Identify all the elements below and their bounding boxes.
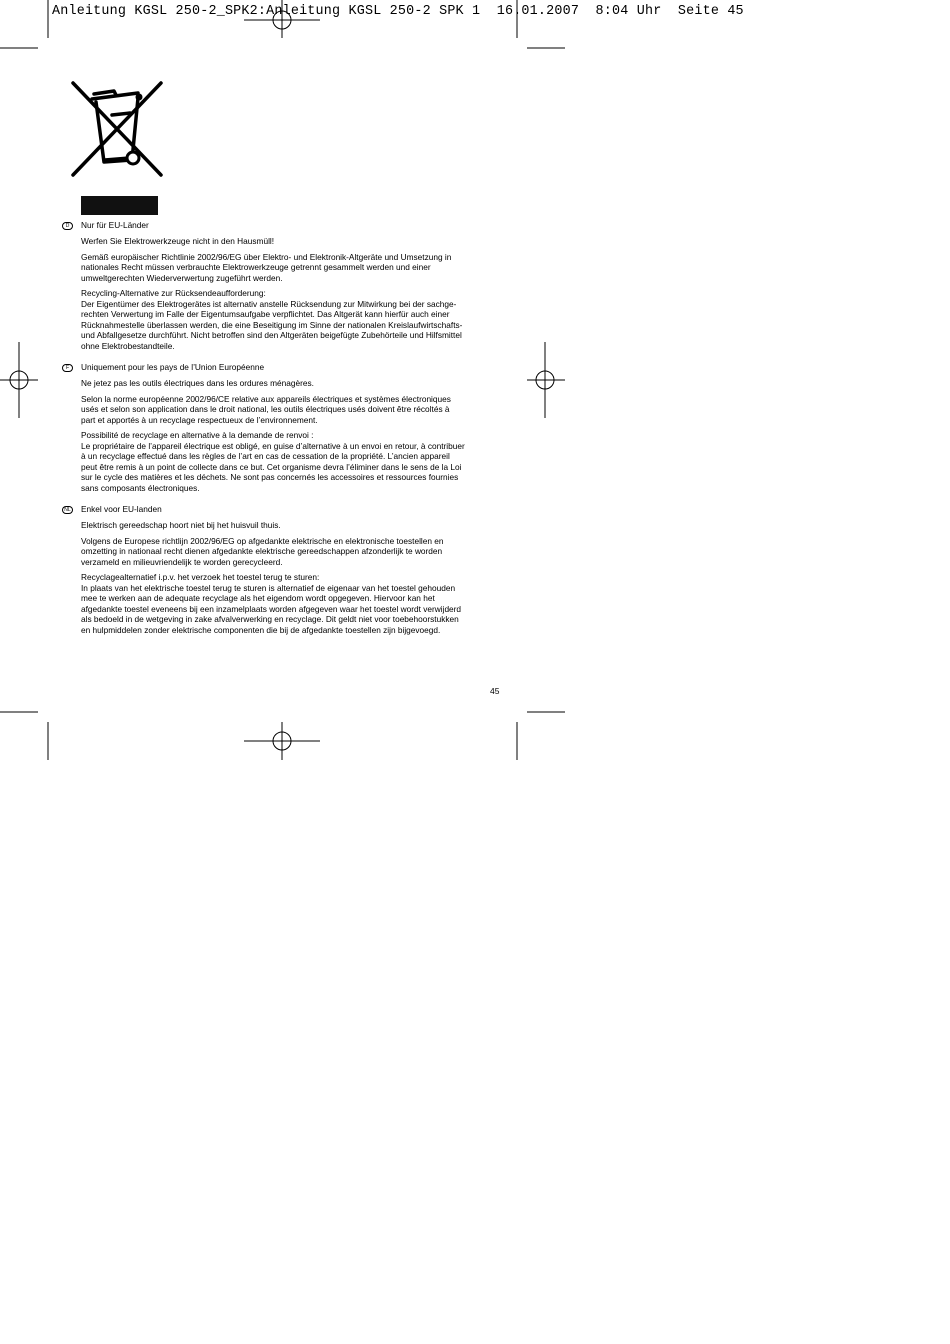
paragraph: Volgens de Europese richtlijn 2002/96/EG op afgedankte elektrische en elektronische toestellen en omzetting in nationaal recht dienen afgedankte elektrische gereedschappen afzonderlijk te worden verzameld en milieuvriendelijk te worden gerecycleerd. — [81, 535, 444, 567]
section-fr — [62, 362, 502, 498]
section-heading: Nur für EU-Länder — [81, 220, 149, 230]
country-flag-icon: F — [62, 364, 73, 372]
paragraph: Selon la norme européenne 2002/96/CE relative aux appareils électriques et systèmes électroniques usés et selon son application dans le droit national, les outils électriques usés doivent être récoltés à part et apportés à un recyclage respectueux de l’environnement. — [81, 393, 451, 425]
section-heading: Enkel voor EU-landen — [81, 504, 162, 514]
crossed-out-wheelie-bin-icon — [70, 80, 164, 178]
paragraph: Elektrisch gereedschap hoort niet bij het huisvuil thuis. — [81, 520, 281, 530]
country-flag-icon: D — [62, 222, 73, 230]
paragraph: Possibilité de recyclage en alternative à la demande de renvoi : Le propriétaire de l’appareil électrique est obligé, en guise d’alternative à un envoi en retour, à contribuer à un recyclage effectué dans les règles de l’art en cas de cessation de la propriété. L’ancien appareil peut être remis à un point de collecte dans ce but. Cet organisme devra l’éliminer dans le sens de la Loi sur le cycle des matières et les déchets. Ne sont pas concernés les accessoires et ressources fournies sans composants électroniques. — [81, 430, 465, 493]
print-slug-line: Anleitung KGSL 250-2_SPK2:Anleitung KGSL 250-2 SPK 1 16.01.2007 8:04 Uhr Seite 45 — [52, 4, 744, 19]
page-number: 45 — [490, 686, 500, 696]
paragraph: Recyclagealternatief i.p.v. het verzoek het toestel terug te sturen: In plaats van het elektrische toestel terug te sturen is alternatief de eigenaar van het toestel gehouden mee te werken aan de adequate recyclage als het eigendom wordt opgegeven. Hiervoor kan het afgedankte toestel eveneens bij een inzamelplaats worden afgegeven waar het toestel wordt verwijderd als bedoeld in de wetgeving in zake afvalverwerking en recyclage. Dit geldt niet voor toebehoorstukken en hulpmiddelen zonder elektrische componenten die bij de afgedankte toestellen zijn bijgevoegd. — [81, 572, 462, 635]
section-de — [62, 220, 502, 356]
paragraph: Ne jetez pas les outils électriques dans les ordures ménagères. — [81, 378, 314, 388]
section-heading: Uniquement pour les pays de l’Union Européenne — [81, 362, 265, 372]
paragraph: Gemäß europäischer Richtlinie 2002/96/EG über Elektro- und Elektronik-Altgeräte und Umsetzung in nationales Recht müssen verbrauchte Elektrowerkzeuge getrennt gesammelt werden und einer umweltgerechten Wiederverwertung zugeführt werden. — [81, 251, 452, 283]
country-flag-icon: NL — [62, 506, 73, 514]
section-header — [62, 504, 502, 515]
section-header — [62, 362, 502, 373]
section-nl — [62, 504, 502, 640]
paragraph: Werfen Sie Elektrowerkzeuge nicht in den Hausmüll! — [81, 236, 275, 246]
paragraph: Recycling-Alternative zur Rücksendeaufforderung: Der Eigentümer des Elektrogerätes ist alternativ anstelle Rücksendung zur Mitwirkung bei der sachge- rechten Verwertung im Falle der Eigentumsaufgabe verpflichtet. Das Altgerät kann hierfür auch einer Rücknahmestelle überlassen werden, die eine Beseitigung im Sinne der nationalen Kreislaufwirtschafts- und Abfallgesetze durchführt. Nicht betroffen sind den Altgeräten beigefügte Zubehörteile und Hilfsmittel ohne Elektrobestandteile. — [81, 288, 463, 351]
black-bar — [81, 196, 158, 215]
section-header — [62, 220, 502, 231]
